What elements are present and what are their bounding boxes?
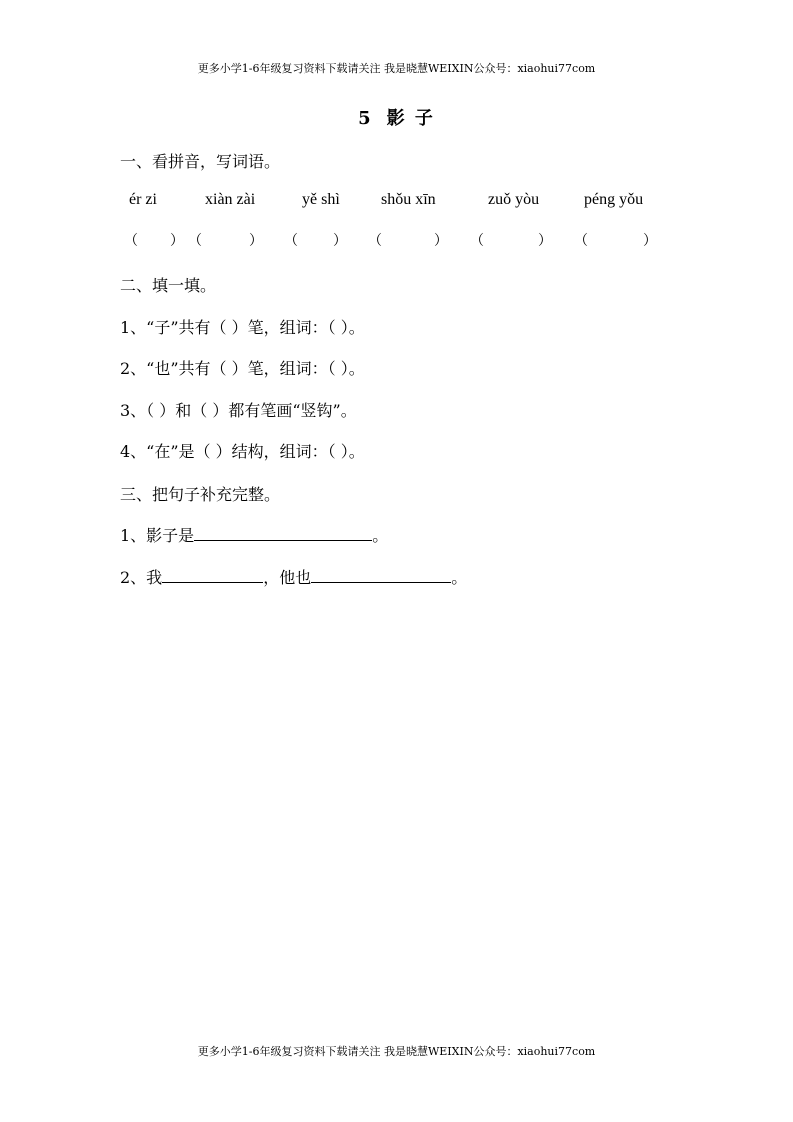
answer-paren-close-3: ）: [333, 233, 347, 249]
answer-paren-open-2: （: [188, 233, 202, 249]
answer-paren-open-5: （: [470, 233, 484, 249]
sentence-2-prefix: 2、我: [120, 568, 163, 587]
lesson-title: 影 子: [386, 108, 435, 129]
pinyin-4: shǒu xīn: [381, 191, 436, 208]
footer-note: 更多小学1-6年级复习资料下载请关注 我是晓慧WEIXIN公众号：xiaohui77com: [197, 1045, 596, 1058]
question-1: 1、“子”共有（ ）笔，组词：（ ）。: [120, 318, 365, 337]
section2-heading: 二、填一填。: [120, 276, 217, 295]
answer-paren-open-6: （: [574, 233, 588, 249]
pinyin-1: ér zi: [129, 191, 157, 208]
answer-paren-close-1: ）: [170, 233, 184, 249]
answer-paren-close-5: ）: [538, 233, 552, 249]
sentence-1-prefix: 1、影子是: [120, 526, 195, 545]
question-3: 3、（ ）和（ ）都有笔画“竖钩”。: [120, 401, 357, 420]
pinyin-6: péng yǒu: [584, 191, 644, 208]
sentence-2-suffix: 。: [451, 568, 468, 587]
answer-paren-close-4: ）: [434, 233, 448, 249]
page-title: [0, 104, 793, 130]
answer-paren-open-3: （: [284, 233, 298, 249]
sentence-2-middle: ，他也: [263, 568, 312, 587]
pinyin-2: xiàn zài: [205, 191, 256, 208]
sentence-1-suffix: 。: [372, 526, 389, 545]
answer-paren-close-6: ）: [643, 233, 657, 249]
sentence-1-blank[interactable]: [194, 526, 372, 541]
header-note: 更多小学1-6年级复习资料下载请关注 我是晓慧WEIXIN公众号：xiaohui77com: [197, 62, 596, 75]
pinyin-3: yě shì: [302, 191, 340, 208]
lesson-number: 5: [358, 108, 373, 129]
section1-heading: 一、看拼音，写词语。: [120, 152, 281, 171]
sentence-2: [120, 565, 467, 588]
sentence-1: [120, 523, 388, 546]
pinyin-5: zuǒ yòu: [488, 191, 540, 208]
answer-paren-open-1: （: [124, 233, 138, 249]
sentence-2-blank-2[interactable]: [311, 568, 451, 583]
question-2: 2、“也”共有（ ）笔，组词：（ ）。: [120, 359, 365, 378]
sentence-2-blank-1[interactable]: [162, 568, 263, 583]
answer-paren-close-2: ）: [249, 233, 263, 249]
section3-heading: 三、把句子补充完整。: [120, 485, 281, 504]
question-4: 4、“在”是（ ）结构，组词：（ ）。: [120, 442, 365, 461]
answer-paren-open-4: （: [368, 233, 382, 249]
